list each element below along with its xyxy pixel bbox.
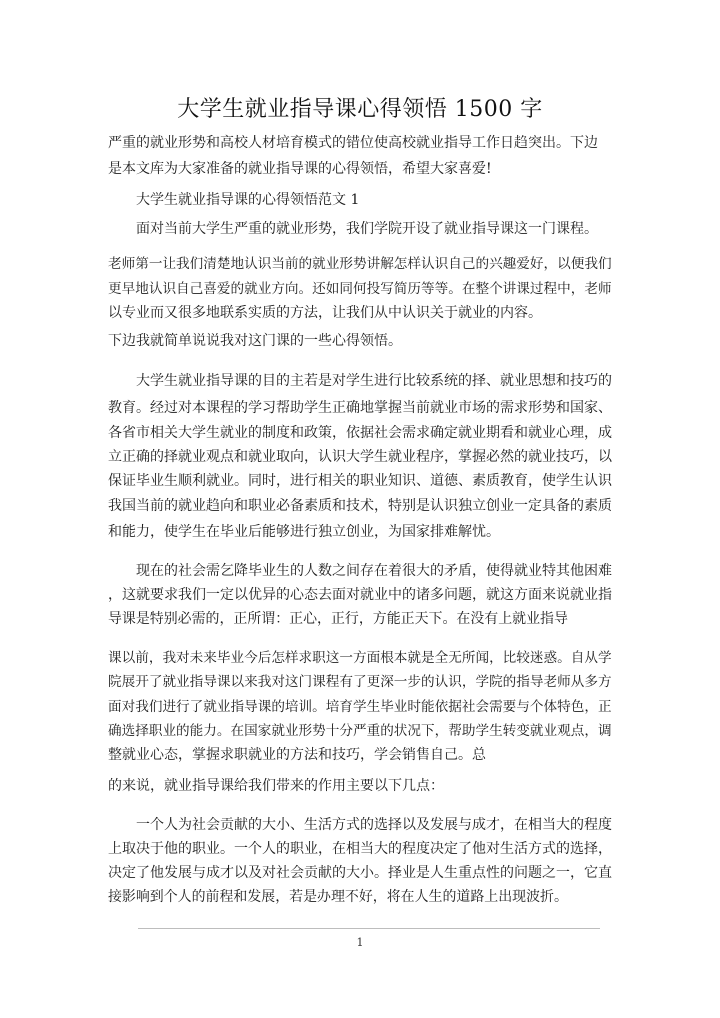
text-line: 我国当前的就业趋向和职业必备素质和技术，特别是认识独立创业一定具备的素质 xyxy=(108,498,612,514)
document-title: 大学生就业指导课心得领悟 1500 字 xyxy=(177,97,543,122)
page-number: 1 xyxy=(356,936,364,949)
text-line: 院展开了就业指导课以来我对这门课程有了更深一步的认识，学院的指导老师从多方 xyxy=(108,674,612,690)
text-line: 现在的社会需乞降毕业生的人数之间存在着很大的矛盾，使得就业特其他困难 xyxy=(136,563,612,579)
text-line: 老师第一让我们清楚地认识当前的就业形势讲解怎样认识自己的兴趣爱好，以便我们 xyxy=(108,256,612,272)
text-line: 下边我就简单说说我对这门课的一些心得领悟。 xyxy=(108,333,402,349)
text-line: 确选择职业的能力。在国家就业形势十分严重的状况下，帮助学生转变就业观点，调 xyxy=(108,723,612,739)
text-line: 课以前，我对未来毕业今后怎样求职这一方面根本就是全无所闻，比较迷惑。自从学 xyxy=(108,650,612,666)
text-line: 决定了他发展与成才以及对社会贡献的大小。择业是人生重点性的问题之一，它直 xyxy=(108,865,612,881)
text-line: 大学生就业指导课的目的主若是对学生进行比较系统的择、就业思想和技巧的 xyxy=(136,373,612,389)
text-line: 面对当前大学生严重的就业形势，我们学院开设了就业指导课这一门课程。 xyxy=(136,221,598,237)
footer-divider xyxy=(138,928,600,929)
text-line: 立正确的择就业观点和就业取向，认识大学生就业程序，掌握必然的就业技巧，以 xyxy=(108,449,612,465)
text-line: 的来说，就业指导课给我们带来的作用主要以下几点： xyxy=(108,778,444,794)
text-line: 各省市相关大学生就业的制度和政策，依据社会需求确定就业期看和就业心理，成 xyxy=(108,425,612,441)
section-heading: 大学生就业指导课的心得领悟范文 1 xyxy=(136,192,360,208)
text-line: 严重的就业形势和高校人材培育模式的错位使高校就业指导工作日趋突出。下边 xyxy=(108,135,598,151)
text-line: 和能力，使学生在毕业后能够进行独立创业，为国家排难解忧。 xyxy=(108,524,500,540)
text-line: 保证毕业生顺利就业。同时，进行相关的职业知识、道德、素质教育，使学生认识 xyxy=(108,473,612,489)
text-line: 面对我们进行了就业指导课的培训。培育学生毕业时能依据社会需要与个体特色，正 xyxy=(108,699,612,715)
text-line: 一个人为社会贡献的大小、生活方式的选择以及发展与成才，在相当大的程度 xyxy=(136,817,612,833)
text-line: 更早地认识自己喜爱的就业方向。还如同何投写简历等等。在整个讲课过程中，老师 xyxy=(108,281,612,297)
text-line: 以专业而又很多地联系实质的方法，让我们从中认识关于就业的内容。 xyxy=(108,305,542,321)
text-line: 整就业心态，掌握求职就业的方法和技巧，学会销售自己。总 xyxy=(108,747,486,763)
text-line: 上取决于他的职业。一个人的职业，在相当大的程度决定了他对生活方式的选择， xyxy=(108,841,612,857)
text-line: 导课是特别必需的，正所谓：正心，正行，方能正天下。在没有上就业指导 xyxy=(108,611,568,627)
text-line: ，这就要求我们一定以优异的心态去面对就业中的诸多问题，就这方面来说就业指 xyxy=(108,587,612,603)
text-line: 接影响到个人的前程和发展，若是办理不好，将在人生的道路上出现波折。 xyxy=(108,889,568,905)
text-line: 是本文库为大家准备的就业指导课的心得领悟，希望大家喜爱! xyxy=(108,161,492,177)
text-line: 教育。经过对本课程的学习帮助学生正确地掌握当前就业市场的需求形势和国家、 xyxy=(108,400,612,416)
